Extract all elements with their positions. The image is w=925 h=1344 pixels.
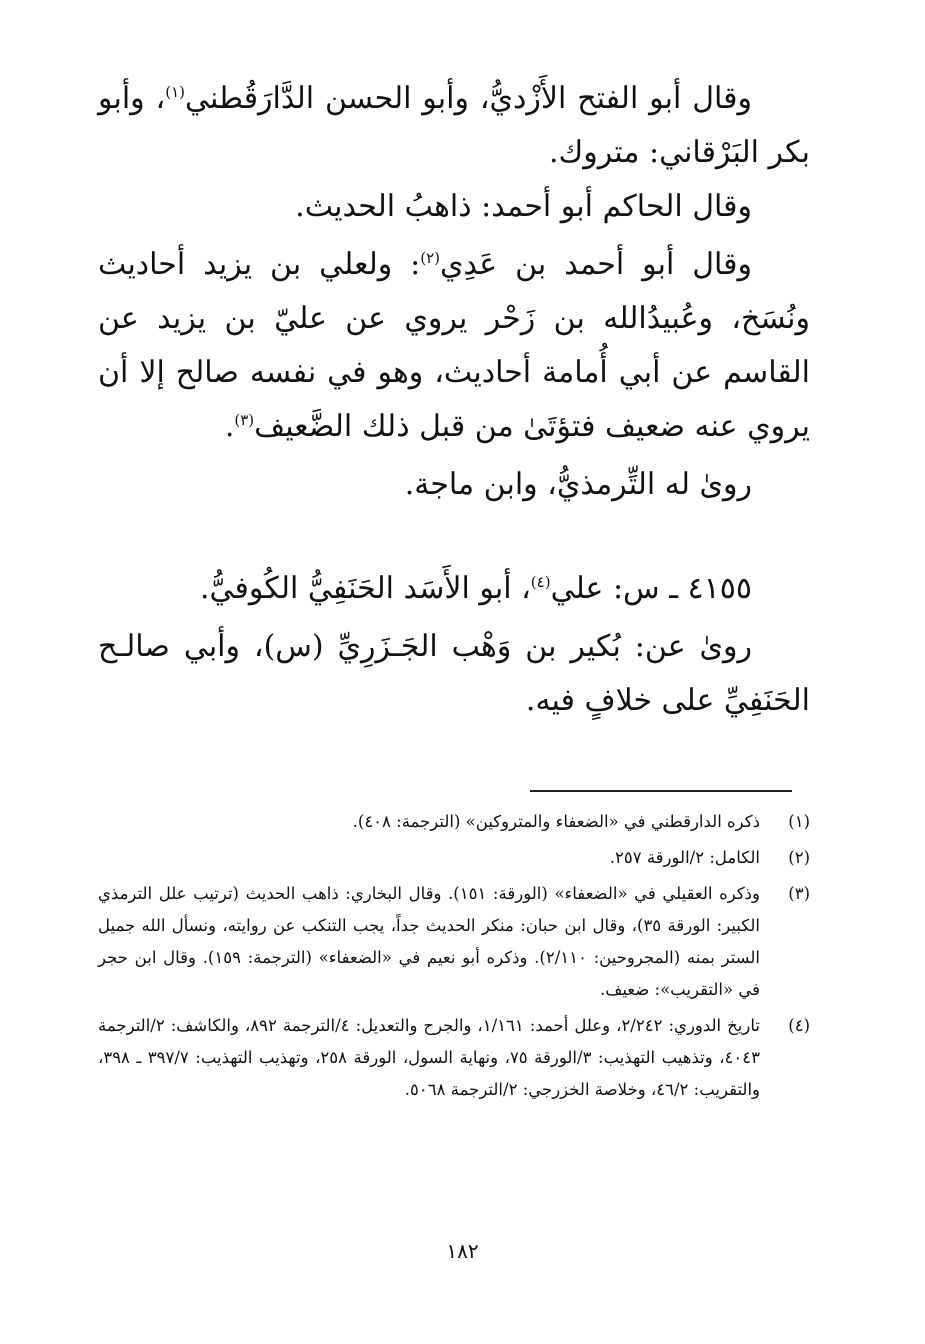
footnote-number: (١) xyxy=(788,812,810,831)
footnote-marker-1: (١) xyxy=(165,83,186,101)
para3-text-end: . xyxy=(224,409,235,444)
footnote-number: (٤) xyxy=(788,1016,810,1035)
footnote-4 xyxy=(98,1010,810,1106)
para3-text-b: : ولعلي بن يزيد أحاديث ونُسَخ، وعُبيدُالله بن زَحْر يروي عن عليّ بن يزيد عن القاسم عن أبي أُمامة أحاديث، وهو في نفسه صالح إلا أن يروي عنه ضعيف فتؤتَىٰ من قبل ذلك الضَّعيف xyxy=(98,247,811,444)
entry-title-text-b: ، أبو الأَسَد الحَنَفِيُّ الكُوفيُّ. xyxy=(199,571,531,606)
page-number: ١٨٢ xyxy=(446,1239,479,1263)
footnote-text: وذكره العقيلي في «الضعفاء» (الورقة: ١٥١). وقال البخاري: ذاهب الحديث (ترتيب علل الترمذي الكبير: الورقة ٣٥)، وقال ابن حبان: منكر الحديث جداً، يجب التنكب عن روايته، ونسأل الله جميل الستر بمنه (المجروحين: ٢/١١٠). وذكره أبو نعيم في «الضعفاء» (الترجمة: ١٥٩). وقال ابن حجر في «التقريب»: ضعيف. xyxy=(98,884,761,999)
footnote-text: الكامل: ٢/الورقة ٢٥٧. xyxy=(609,848,760,867)
footnote-1 xyxy=(98,806,810,838)
paragraph-4: روىٰ له التِّرمذيُّ، وابن ماجة. xyxy=(404,467,752,502)
footnote-number: (٣) xyxy=(788,884,810,903)
entry-title xyxy=(98,562,810,616)
footnote-number: (٢) xyxy=(788,848,810,867)
footnote-divider xyxy=(530,790,792,792)
para1-text-a: وقال أبو الفتح الأَزْديُّ، وأبو الحسن الدَّارَقُطني xyxy=(185,81,752,116)
entry-title-text-a: ٤١٥٥ ـ س: علي xyxy=(550,571,752,606)
footnote-3 xyxy=(98,878,810,1006)
paragraph-2: وقال الحاكم أبو أحمد: ذاهبُ الحديث. xyxy=(295,189,752,224)
footnote-marker-3: (٣) xyxy=(234,411,255,429)
paragraph-1 xyxy=(98,72,810,180)
footnote-2 xyxy=(98,842,810,874)
footnote-text: تاريخ الدوري: ٢/٢٤٢، وعلل أحمد: ١/١٦١، والجرح والتعديل: ٤/الترجمة ٨٩٢، والكاشف: ٢/الترجمة ٤٠٤٣، وتذهيب التهذيب: ٣/الورقة ٧٥، ونهاية السول، الورقة ٢٥٨، وتهذيب التهذيب: ٣٩٧/٧ ـ ٣٩٨، والتقريب: ٤٦/٢، وخلاصة الخزرجي: ٢/الترجمة ٥٠٦٨. xyxy=(98,1016,760,1099)
para3-text-a: وقال أبو أحمد بن عَدِي xyxy=(440,247,752,282)
para1-text-b: ، وأبو بكر البَرْقاني: متروك. xyxy=(98,81,810,170)
paragraph-3 xyxy=(98,238,810,454)
main-text xyxy=(98,72,810,728)
footnote-marker-4: (٤) xyxy=(530,573,551,591)
footnotes xyxy=(98,806,810,1110)
footnote-marker-2: (٢) xyxy=(420,249,441,267)
entry-body: روىٰ عن: بُكير بن وَهْب الجَـزَرِيِّ (س)، وأبي صالـح الحَنَفِيِّ على خلافٍ فيه. xyxy=(98,629,810,718)
footnote-text: ذكره الدارقطني في «الضعفاء والمتروكين» (الترجمة: ٤٠٨). xyxy=(352,812,760,831)
